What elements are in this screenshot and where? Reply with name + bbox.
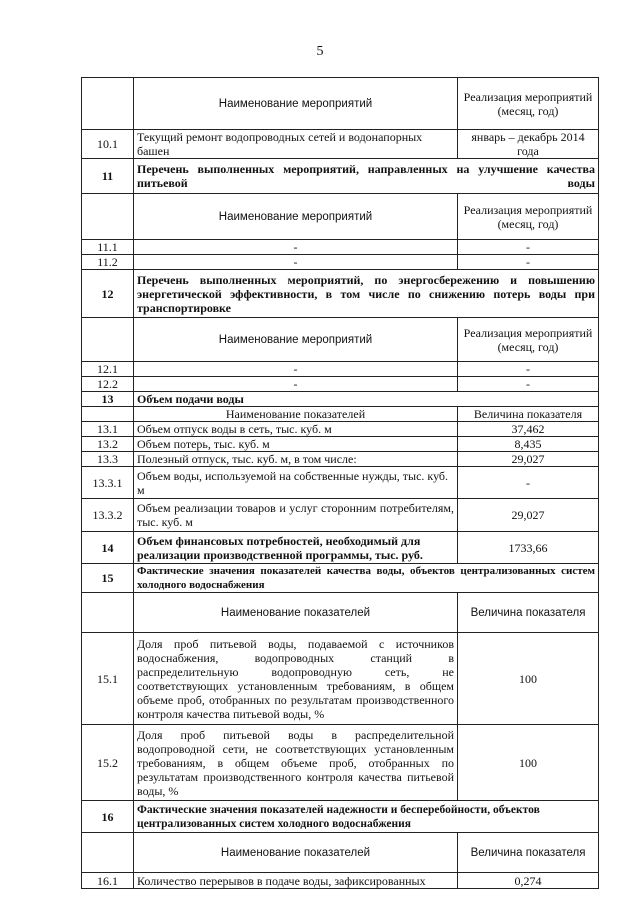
section-title: Объем подачи воды [134,392,599,407]
header-num-cell [82,194,134,240]
measure-text: - [134,377,458,392]
row-number: 13.3.2 [82,499,134,532]
indicator-value: 0,274 [458,873,599,889]
indicators-header-row [82,407,599,422]
section-row [82,532,599,564]
measure-value: - [458,362,599,377]
indicators-header: Наименование показателей [134,407,458,422]
section-row [82,270,599,318]
section-number: 16 [82,801,134,833]
indicator-value: 100 [458,633,599,725]
indicators-header: Наименование показателей [134,833,458,873]
measures-header-row [82,194,599,240]
row-number: 11.1 [82,240,134,255]
section-title: Перечень выполненных мероприятий, направленных на улучшение качества питьевой воды [134,159,599,194]
value-header: Величина показателя [458,407,599,422]
section-row [82,392,599,407]
indicator-value: 29,027 [458,499,599,532]
indicator-text: Объем потерь, тыс. куб. м [134,437,458,452]
row-number: 10.1 [82,130,134,159]
table-row [82,633,599,725]
table-row [82,452,599,467]
page-number: 5 [316,44,324,59]
financing-value: 1733,66 [458,532,599,564]
section-title: Объем финансовых потребностей, необходимый для реализации производственной программы, тыс. руб. [134,532,458,564]
table-row [82,873,599,889]
header-num-cell [82,407,134,422]
measures-header: Наименование мероприятий [134,318,458,362]
table-row [82,467,599,499]
table-row [82,255,599,270]
realization-period: январь – декабрь 2014 года [458,130,599,159]
realization-header: Реализация мероприятий (месяц, год) [458,318,599,362]
indicator-text: Полезный отпуск, тыс. куб. м, в том числе: [134,452,458,467]
program-report-table [81,77,599,889]
table-row [82,377,599,392]
indicator-value: 29,027 [458,452,599,467]
indicators-header: Наименование показателей [134,593,458,633]
row-number: 15.1 [82,633,134,725]
row-number: 13.3.1 [82,467,134,499]
header-num-cell [82,318,134,362]
indicators-header-row [82,833,599,873]
section-title: Фактические значения показателей надежности и бесперебойности, объектов централизованных систем холодного водоснабжения [134,801,599,833]
row-number: 15.2 [82,725,134,801]
measure-value: - [458,255,599,270]
realization-header: Реализация мероприятий (месяц, год) [458,194,599,240]
indicator-text: Количество перерывов в подаче воды, зафиксированных [134,873,458,889]
table-row [82,130,599,159]
indicator-text: Объем воды, используемой на собственные нужды, тыс. куб. м [134,467,458,499]
measure-text: - [134,255,458,270]
row-number: 13.3 [82,452,134,467]
section-number: 13 [82,392,134,407]
indicator-text: Доля проб питьевой воды, подаваемой с источников водоснабжения, водопроводных станций в распределительную водопроводную сеть, не соответствующих установленным требованиям, в общем объеме проб, отобранных по результатам производственного контроля качества питьевой воды, % [134,633,458,725]
section-title: Фактические значения показателей качества воды, объектов централизованных систем холодного водоснабжения [134,564,599,593]
value-header: Величина показателя [458,833,599,873]
measure-value: - [458,240,599,255]
table-row [82,240,599,255]
section-number: 12 [82,270,134,318]
header-num-cell [82,593,134,633]
table-row [82,725,599,801]
indicator-value: 8,435 [458,437,599,452]
measure-value: - [458,377,599,392]
value-header: Величина показателя [458,593,599,633]
section-number: 11 [82,159,134,194]
realization-header: Реализация мероприятий (месяц, год) [458,78,599,130]
table-row [82,362,599,377]
header-num-cell [82,78,134,130]
section-number: 15 [82,564,134,593]
section-row [82,564,599,593]
measures-header-row [82,318,599,362]
measure-text: - [134,240,458,255]
measure-text: Текущий ремонт водопроводных сетей и водонапорных башен [134,130,458,159]
section-title: Перечень выполненных мероприятий, по энергосбережению и повышению энергетической эффективности, в том числе по снижению потерь воды при транспортировке [134,270,599,318]
indicator-text: Объем реализации товаров и услуг сторонним потребителям, тыс. куб. м [134,499,458,532]
measure-text: - [134,362,458,377]
section-row [82,801,599,833]
row-number: 11.2 [82,255,134,270]
row-number: 13.2 [82,437,134,452]
row-number: 12.2 [82,377,134,392]
row-number: 12.1 [82,362,134,377]
measures-header: Наименование мероприятий [134,194,458,240]
indicator-text: Объем отпуск воды в сеть, тыс. куб. м [134,422,458,437]
indicators-header-row [82,593,599,633]
indicator-value: 100 [458,725,599,801]
section-number: 14 [82,532,134,564]
indicator-value: - [458,467,599,499]
row-number: 16.1 [82,873,134,889]
section-row [82,159,599,194]
indicator-value: 37,462 [458,422,599,437]
measures-header-row [82,78,599,130]
measures-header: Наименование мероприятий [134,78,458,130]
table-row [82,499,599,532]
indicator-text: Доля проб питьевой воды в распределительной водопроводной сети, не соответствующих установленным требованиям, в общем объеме проб, отобранных по результатам производственного контроля качества питьевой воды, % [134,725,458,801]
table-row [82,437,599,452]
row-number: 13.1 [82,422,134,437]
header-num-cell [82,833,134,873]
table-row [82,422,599,437]
